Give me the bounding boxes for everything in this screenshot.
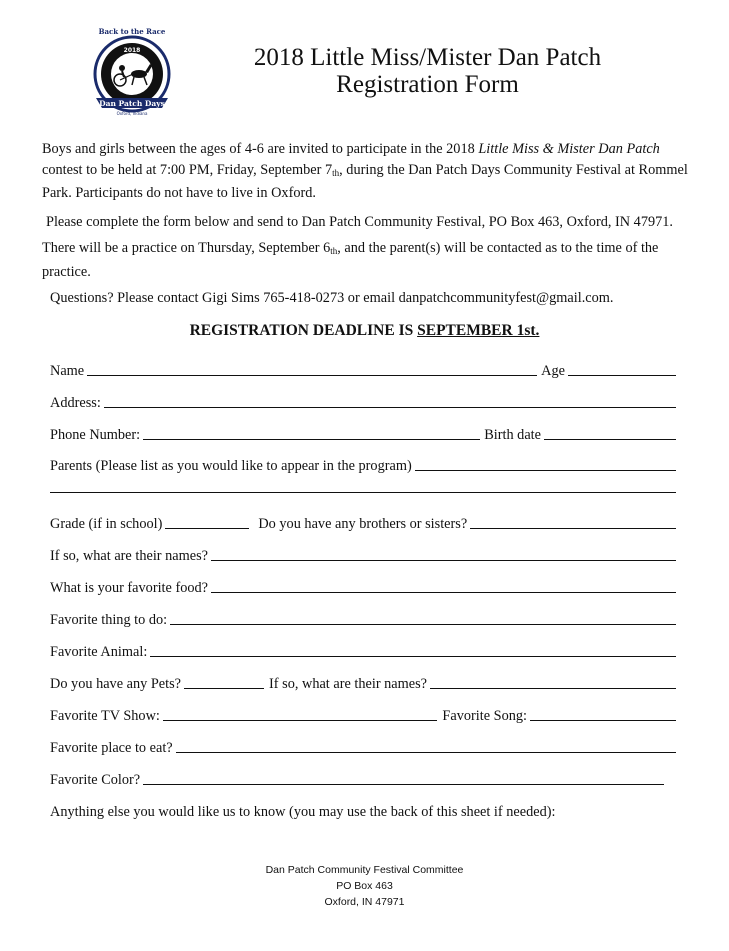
footer-line-2: PO Box 463: [336, 880, 393, 892]
birth-date-field[interactable]: [544, 439, 676, 440]
grade-label: Grade (if in school): [50, 516, 163, 532]
logo-year: 2018: [123, 47, 141, 54]
name-row: [50, 360, 676, 380]
pets-field[interactable]: [184, 688, 264, 689]
logo-banner-text: Dan Patch Days: [99, 99, 165, 108]
name-field[interactable]: [87, 375, 537, 376]
tv-field[interactable]: [163, 720, 438, 721]
thing-label: Favorite thing to do:: [50, 612, 168, 628]
parents-field[interactable]: [415, 470, 676, 471]
name-label: Name: [50, 363, 85, 379]
title-line-2: Registration Form: [336, 71, 519, 98]
logo-bottom-text: Oxford, Indiana: [116, 111, 148, 116]
thing-row: [50, 609, 676, 629]
grade-field[interactable]: [165, 528, 249, 529]
parents-field-line-2[interactable]: [50, 492, 676, 493]
animal-field[interactable]: [150, 656, 676, 657]
footer-line-1: Dan Patch Community Festival Committee: [265, 864, 464, 876]
address-field[interactable]: [104, 407, 676, 408]
grade-row: [50, 513, 676, 533]
thing-field[interactable]: [170, 624, 676, 625]
questions-contact: Questions? Please contact Gigi Sims 765-418-0273 or email danpatchcommunityfest@gmail.com.: [50, 290, 614, 306]
registration-deadline: REGISTRATION DEADLINE IS SEPTEMBER 1st.: [189, 322, 540, 339]
send-instructions: Please complete the form below and send to Dan Patch Community Festival, PO Box 463, Oxford, IN 47971.: [46, 214, 673, 230]
pets-label: Do you have any Pets?: [50, 676, 182, 692]
practice-paragraph: There will be a practice on Thursday, September 6th, and the parent(s) will be contacted as to the time of the practice.: [42, 240, 659, 280]
food-label: What is your favorite food?: [50, 580, 209, 596]
phone-label: Phone Number:: [50, 427, 141, 443]
dan-patch-days-logo: [92, 22, 172, 132]
parents-row: [50, 455, 676, 475]
place-label: Favorite place to eat?: [50, 740, 173, 756]
footer-line-3: Oxford, IN 47971: [324, 896, 405, 908]
place-field[interactable]: [176, 752, 676, 753]
age-field[interactable]: [568, 375, 676, 376]
parents-label: Parents (Please list as you would like to appear in the program): [50, 458, 412, 474]
title-line-1: 2018 Little Miss/Mister Dan Patch: [253, 44, 602, 71]
pet-names-label: If so, what are their names?: [269, 676, 428, 692]
color-row: [50, 769, 664, 789]
song-label: Favorite Song:: [442, 708, 527, 724]
sibling-names-field[interactable]: [211, 560, 676, 561]
sibling-names-row: [50, 545, 676, 565]
intro-paragraph: Boys and girls between the ages of 4-6 are invited to participate in the 2018 Little Miss & Mister Dan Patch contest to be held at 7:00 PM, Friday, September 7th, during the Dan Patch Days Community Festival at Rommel Park. Participants do not have to live in Oxford.: [42, 141, 688, 201]
siblings-label: Do you have any brothers or sisters?: [258, 516, 468, 532]
color-label: Favorite Color?: [50, 772, 141, 788]
song-field[interactable]: [530, 720, 676, 721]
form-title: [195, 44, 660, 98]
place-row: [50, 737, 676, 757]
pet-names-field[interactable]: [430, 688, 676, 689]
siblings-field[interactable]: [470, 528, 676, 529]
pets-row: [50, 673, 676, 693]
tv-label: Favorite TV Show:: [50, 708, 160, 724]
sibling-names-label: If so, what are their names?: [50, 548, 208, 564]
animal-label: Favorite Animal:: [50, 644, 148, 660]
birth-date-label: Birth date: [484, 427, 541, 443]
tv-song-row: [50, 705, 676, 725]
animal-row: [50, 641, 676, 661]
food-row: [50, 577, 676, 597]
address-row: [50, 392, 676, 412]
logo-top-text: Back to the Race: [98, 27, 166, 36]
food-field[interactable]: [211, 592, 676, 593]
anything-label: Anything else you would like us to know (you may use the back of this sheet if needed):: [50, 804, 556, 820]
color-field[interactable]: [143, 784, 664, 785]
address-label: Address:: [50, 395, 101, 411]
phone-row: [50, 424, 676, 444]
anything-row: [50, 801, 676, 821]
phone-field[interactable]: [143, 439, 480, 440]
footer-address: [0, 862, 729, 910]
age-label: Age: [541, 363, 565, 379]
